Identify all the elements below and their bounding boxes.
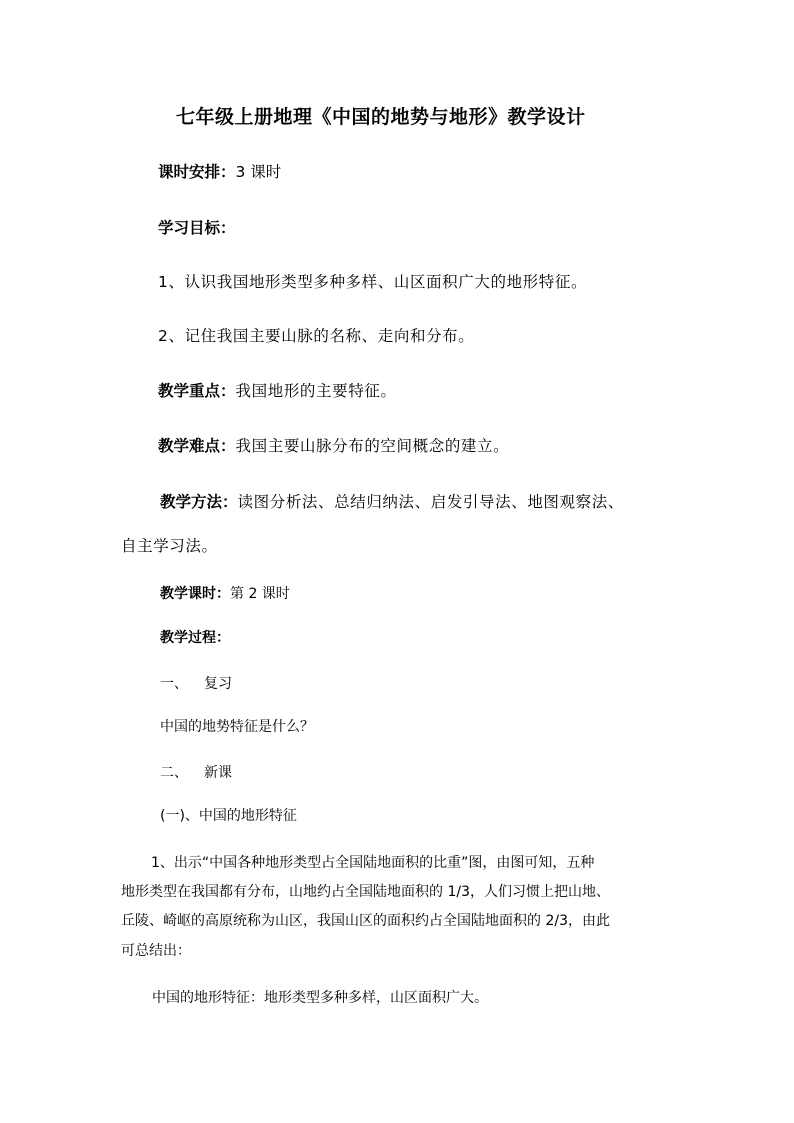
section-2-number: 二、: [160, 765, 188, 781]
difficulty-label: 教学难点：: [158, 437, 236, 455]
paragraph-line-3: 丘陵、崎岖的高原统称为山区，我国山区的面积约占全国陆地面积的 2/3，由此: [121, 913, 610, 929]
paragraph-line-2: 地形类型在我国都有分布，山地约占全国陆地面积的 1/3，人们习惯上把山地、: [121, 884, 610, 900]
section-1-heading: [160, 673, 232, 695]
key-point-value: 我国地形的主要特征。: [235, 382, 397, 400]
key-point-label: 教学重点：: [158, 382, 236, 400]
lesson-label: 教学课时：: [160, 586, 230, 602]
subsection-1-heading: (一)、中国的地形特征: [160, 808, 297, 824]
methods-value-line1: 读图分析法、总结归纳法、启发引导法、地图观察法、: [237, 493, 624, 511]
document-title: 七年级上册地理《中国的地势与地形》教学设计: [176, 106, 586, 128]
methods-line: [160, 491, 624, 513]
key-point-line: [158, 380, 397, 402]
section-2-heading: [160, 762, 232, 784]
section-1-number: 一、: [160, 676, 188, 692]
section-1-title: 复习: [204, 676, 232, 692]
paragraph-line-4: 可总结出：: [121, 943, 191, 959]
schedule-label: 课时安排：: [158, 163, 236, 181]
methods-value-line2: 自主学习法。: [121, 537, 218, 555]
schedule-line: [158, 161, 281, 183]
conclusion-line: 中国的地形特征：地形类型多种多样，山区面积广大。: [152, 990, 488, 1006]
objective-item-1: 1、认识我国地形类型多种多样、山区面积广大的地形特征。: [158, 273, 588, 291]
review-question: 中国的地势特征是什么？: [160, 719, 314, 735]
process-heading: 教学过程：: [160, 630, 230, 646]
objectives-heading: 学习目标：: [158, 219, 236, 237]
section-2-title: 新课: [204, 765, 232, 781]
methods-label: 教学方法：: [160, 493, 238, 511]
difficulty-value: 我国主要山脉分布的空间概念的建立。: [235, 437, 510, 455]
schedule-value: 3 课时: [235, 163, 282, 181]
lesson-value: 第 2 课时: [230, 586, 290, 602]
paragraph-line-1: 1、出示“中国各种地形类型占全国陆地面积的比重”图，由图可知，五种: [151, 855, 595, 871]
objective-item-2: 2、记住我国主要山脉的名称、走向和分布。: [158, 327, 475, 345]
lesson-line: [160, 583, 290, 605]
difficulty-line: [158, 435, 509, 457]
